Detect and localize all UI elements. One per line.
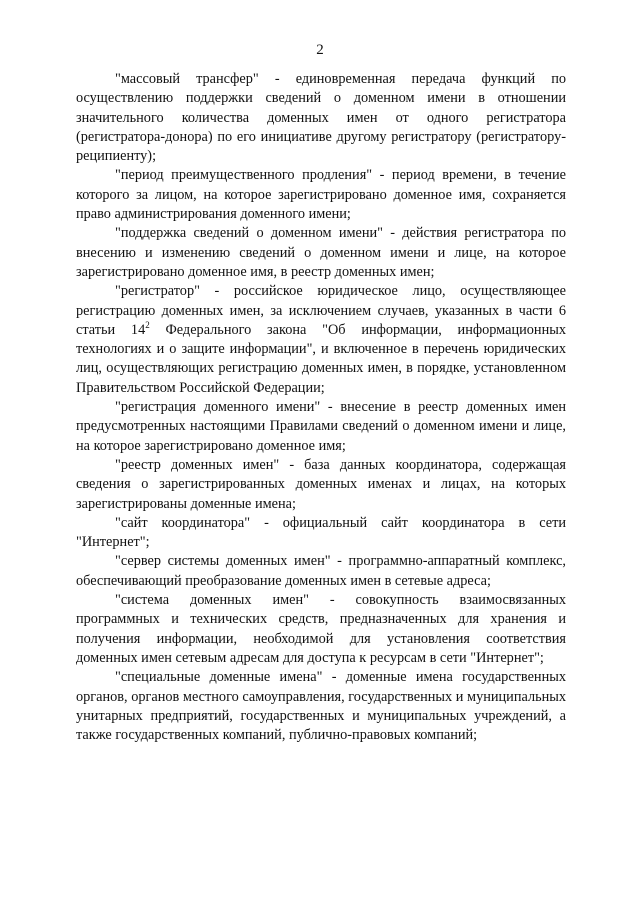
- definition-domain-registration: "регистрация доменного имени" - внесение в реестр доменных имен предусмотренных настоящими Правилами сведений о доменном имени и лице, на которое зарегистрировано доменное имя;: [76, 399, 566, 454]
- definition-domain-registry: "реестр доменных имен" - база данных координатора, содержащая сведения о зарегистрированных доменных именах и лицах, на которых зарегистрированы доменные имена;: [76, 456, 566, 512]
- definition-domain-info-support: "поддержка сведений о доменном имени" - действия регистратора по внесению и изменению сведений о доменном имени и лице, на которое зарегистрировано доменное имя, в реестр доменных имен;: [76, 225, 566, 280]
- definition-coordinator-site: "сайт координатора" - официальный сайт координатора в сети "Интернет";: [76, 514, 566, 551]
- registrar-text-part-1: "регистратор" - российское юридическое лицо, осуществляющее регистрацию доменных имен, за исключением случаев, указанных в части 6 статьи 14: [76, 283, 566, 338]
- definition-priority-renewal-period: "период преимущественного продления" - период времени, в течение которого за лицом, на которое зарегистрировано доменное имя, сохраняется право администрирования доменного имени;: [76, 167, 566, 223]
- article-superscript: 2: [145, 320, 150, 331]
- definition-dns-server: "сервер системы доменных имен" - программно-аппаратный комплекс, обеспечивающий преобразование доменных имен в сетевые адреса;: [76, 553, 566, 589]
- document-body: [76, 70, 566, 745]
- page-number: 2: [316, 42, 324, 58]
- registrar-text-part-2: Федерального закона "Об информации, информационных технологиях и о защите информации", и включенное в перечень юридических лиц, осуществляющих регистрацию доменных имен, в порядке, установленном Правительством Российской Федерации;: [76, 321, 566, 396]
- definition-registrar: [76, 282, 566, 398]
- definition-mass-transfer: "массовый трансфер" - единовременная передача функций по осуществлению поддержки сведений о доменном имени в отношении значительного количества доменных имен от одного регистратора (регистратора-донора) по его инициативе другому регистратору (регистратору-реципиенту);: [76, 71, 566, 165]
- definition-special-domain-names: "специальные доменные имена" - доменные имена государственных органов, органов местного самоуправления, государственных и муниципальных унитарных предприятий, государственных и муниципальных учреждений, а также государственных компаний, публично-правовых компаний;: [76, 669, 566, 744]
- definition-dns-system: "система доменных имен" - совокупность взаимосвязанных программных и технических средств, предназначенных для хранения и получения информации, необходимой для установления соответствия доменных имен сетевым адресам для доступа к ресурсам в сети "Интернет";: [76, 592, 566, 666]
